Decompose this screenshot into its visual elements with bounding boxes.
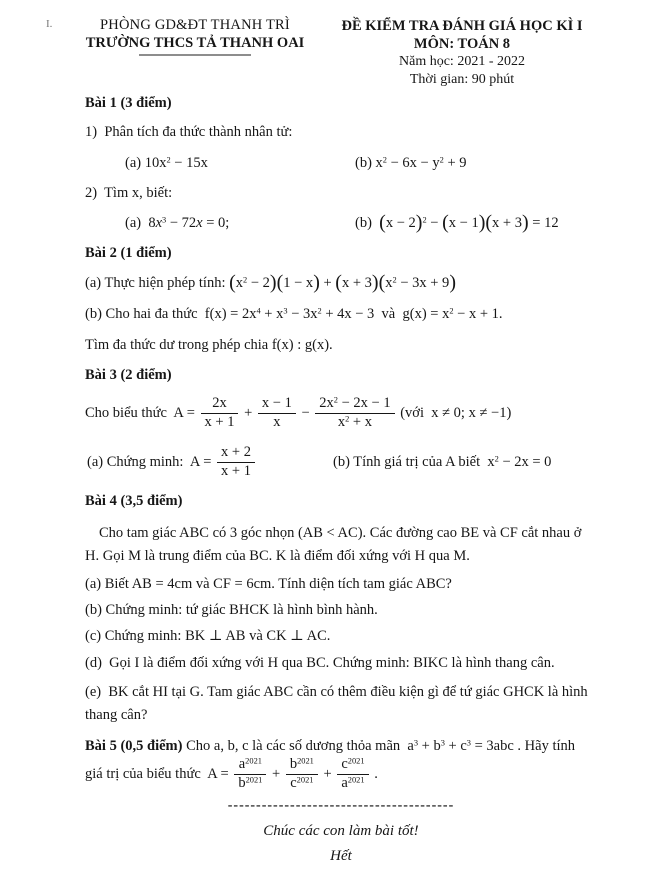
- list-marker: I.: [46, 18, 53, 30]
- bai1-heading: Bài 1 (3 điểm): [85, 95, 172, 111]
- section-bai-5: [85, 737, 597, 793]
- bai2-note: Tìm đa thức dư trong phép chia f(x) : g(x).: [85, 337, 333, 354]
- bai4-item-c: (c) Chứng minh: BK ⊥ AB và CK ⊥ AC.: [85, 628, 331, 645]
- section-bai-1: [85, 95, 597, 232]
- bai4-heading: Bài 4 (3,5 điểm): [85, 492, 183, 509]
- bai4-intro: Cho tam giác ABC có 3 góc nhọn (AB < AC). Các đường cao BE và CF cắt nhau ở H. Gọi M là trung điểm của BC. K là điểm đối xứng với H qua M.: [85, 525, 582, 565]
- bai1-question-1: 1) Phân tích đa thức thành nhân tử:: [85, 124, 293, 141]
- section-bai-2: [85, 245, 597, 355]
- bai4-item-e: (e) BK cắt HI tại G. Tam giác ABC cần có thêm điều kiện gì để tứ giác GHCK là hình thang cân?: [85, 684, 588, 724]
- bai3-expression: Cho biểu thức A = $\frac{2x}{x + 1}$ + $\frac{x - 1}{x}$ − $\frac{2x^2 - 2x - 1}{x^2 + x}$ (với x ≠ 0; x ≠ −1): [85, 395, 512, 431]
- footer-wish: Chúc các con làm bài tốt!: [263, 823, 419, 840]
- bai4-item-d: (d) Gọi I là điểm đối xứng với H qua BC. Chứng minh: BIKC là hình thang cân.: [85, 654, 555, 671]
- bai5-line-1: Bài 5 (0,5 điểm) Cho a, b, c là các số dương thỏa mãn $a^3 + b^3 + c^3 = 3abc$ . Hãy tính: [85, 737, 576, 754]
- bai4-item-b: (b) Chứng minh: tứ giác BHCK là hình bình hành.: [85, 602, 378, 619]
- bai1-row-1: [85, 155, 597, 172]
- header-exam-block: [331, 17, 593, 89]
- exam-header: [0, 17, 659, 95]
- section-bai-4: [85, 493, 597, 728]
- exam-duration: Thời gian: 90 phút: [409, 72, 515, 87]
- footer-end: Hết: [330, 848, 352, 865]
- bai3-item-a: (a) Chứng minh: A = $\frac{x + 2}{x + 1}$: [85, 445, 333, 480]
- bai3-row: [85, 445, 597, 480]
- bai2-heading: Bài 2 (1 điểm): [85, 245, 172, 262]
- bai1-formula-1a: (a) $10x^2 - 15x$: [125, 154, 208, 171]
- bai1-question-2: 2) Tìm x, biết:: [85, 184, 173, 201]
- exam-subject: MÔN: TOÁN 8: [413, 36, 511, 52]
- exam-body: [0, 95, 659, 865]
- bai1-row-2: [85, 211, 597, 234]
- exam-year: Năm học: 2021 - 2022: [399, 54, 525, 69]
- page: [0, 17, 659, 869]
- bai1-formula-2b: (b) $(x - 2)^2 - (x - 1)(x + 3) = 12$: [355, 211, 559, 234]
- school-name-underline: [139, 54, 251, 56]
- bai2-item-b: (b) Cho hai đa thức $f(x) = 2x^4 + x^3 - 3x^2 + 4x - 3$ và $g(x) = x^2 - x + 1$.: [85, 305, 503, 322]
- bai3-heading: Bài 3 (2 điểm): [85, 366, 172, 383]
- footer-divider: ----------------------------------------: [227, 798, 455, 814]
- bai2-item-a: (a) Thực hiện phép tính: $(x^2 - 2)(1 - x) + (x + 3)(x^2 - 3x + 9)$: [85, 271, 456, 294]
- exam-footer: [85, 798, 597, 865]
- bai1-formula-1b: (b) $x^2 - 6x - y^2 + 9$: [355, 154, 467, 171]
- section-bai-3: [85, 367, 597, 480]
- bai4-item-a: (a) Biết AB = 4cm và CF = 6cm. Tính diện tích tam giác ABC?: [85, 575, 452, 592]
- bai3-item-b: (b) Tính giá trị của A biết $x^2 - 2x = 0$: [333, 453, 552, 470]
- school-name: TRƯỜNG THCS TẢ THANH OAI: [85, 35, 305, 51]
- bai5-line-2: giá trị của biểu thức A = $\frac{a^{2021}}{b^{2021}}$ + $\frac{b^{2021}}{c^{2021}}$ + $\frac{c^{2021}}{a^{2021}}$ .: [85, 756, 378, 792]
- bai1-formula-2a: (a) $8x^3 - 72x = 0$;: [125, 215, 230, 232]
- header-school-block: [55, 17, 335, 56]
- exam-title: ĐỀ KIỂM TRA ĐÁNH GIÁ HỌC KÌ I: [341, 18, 583, 34]
- dept-name: PHÒNG GD&ĐT THANH TRÌ: [100, 17, 290, 33]
